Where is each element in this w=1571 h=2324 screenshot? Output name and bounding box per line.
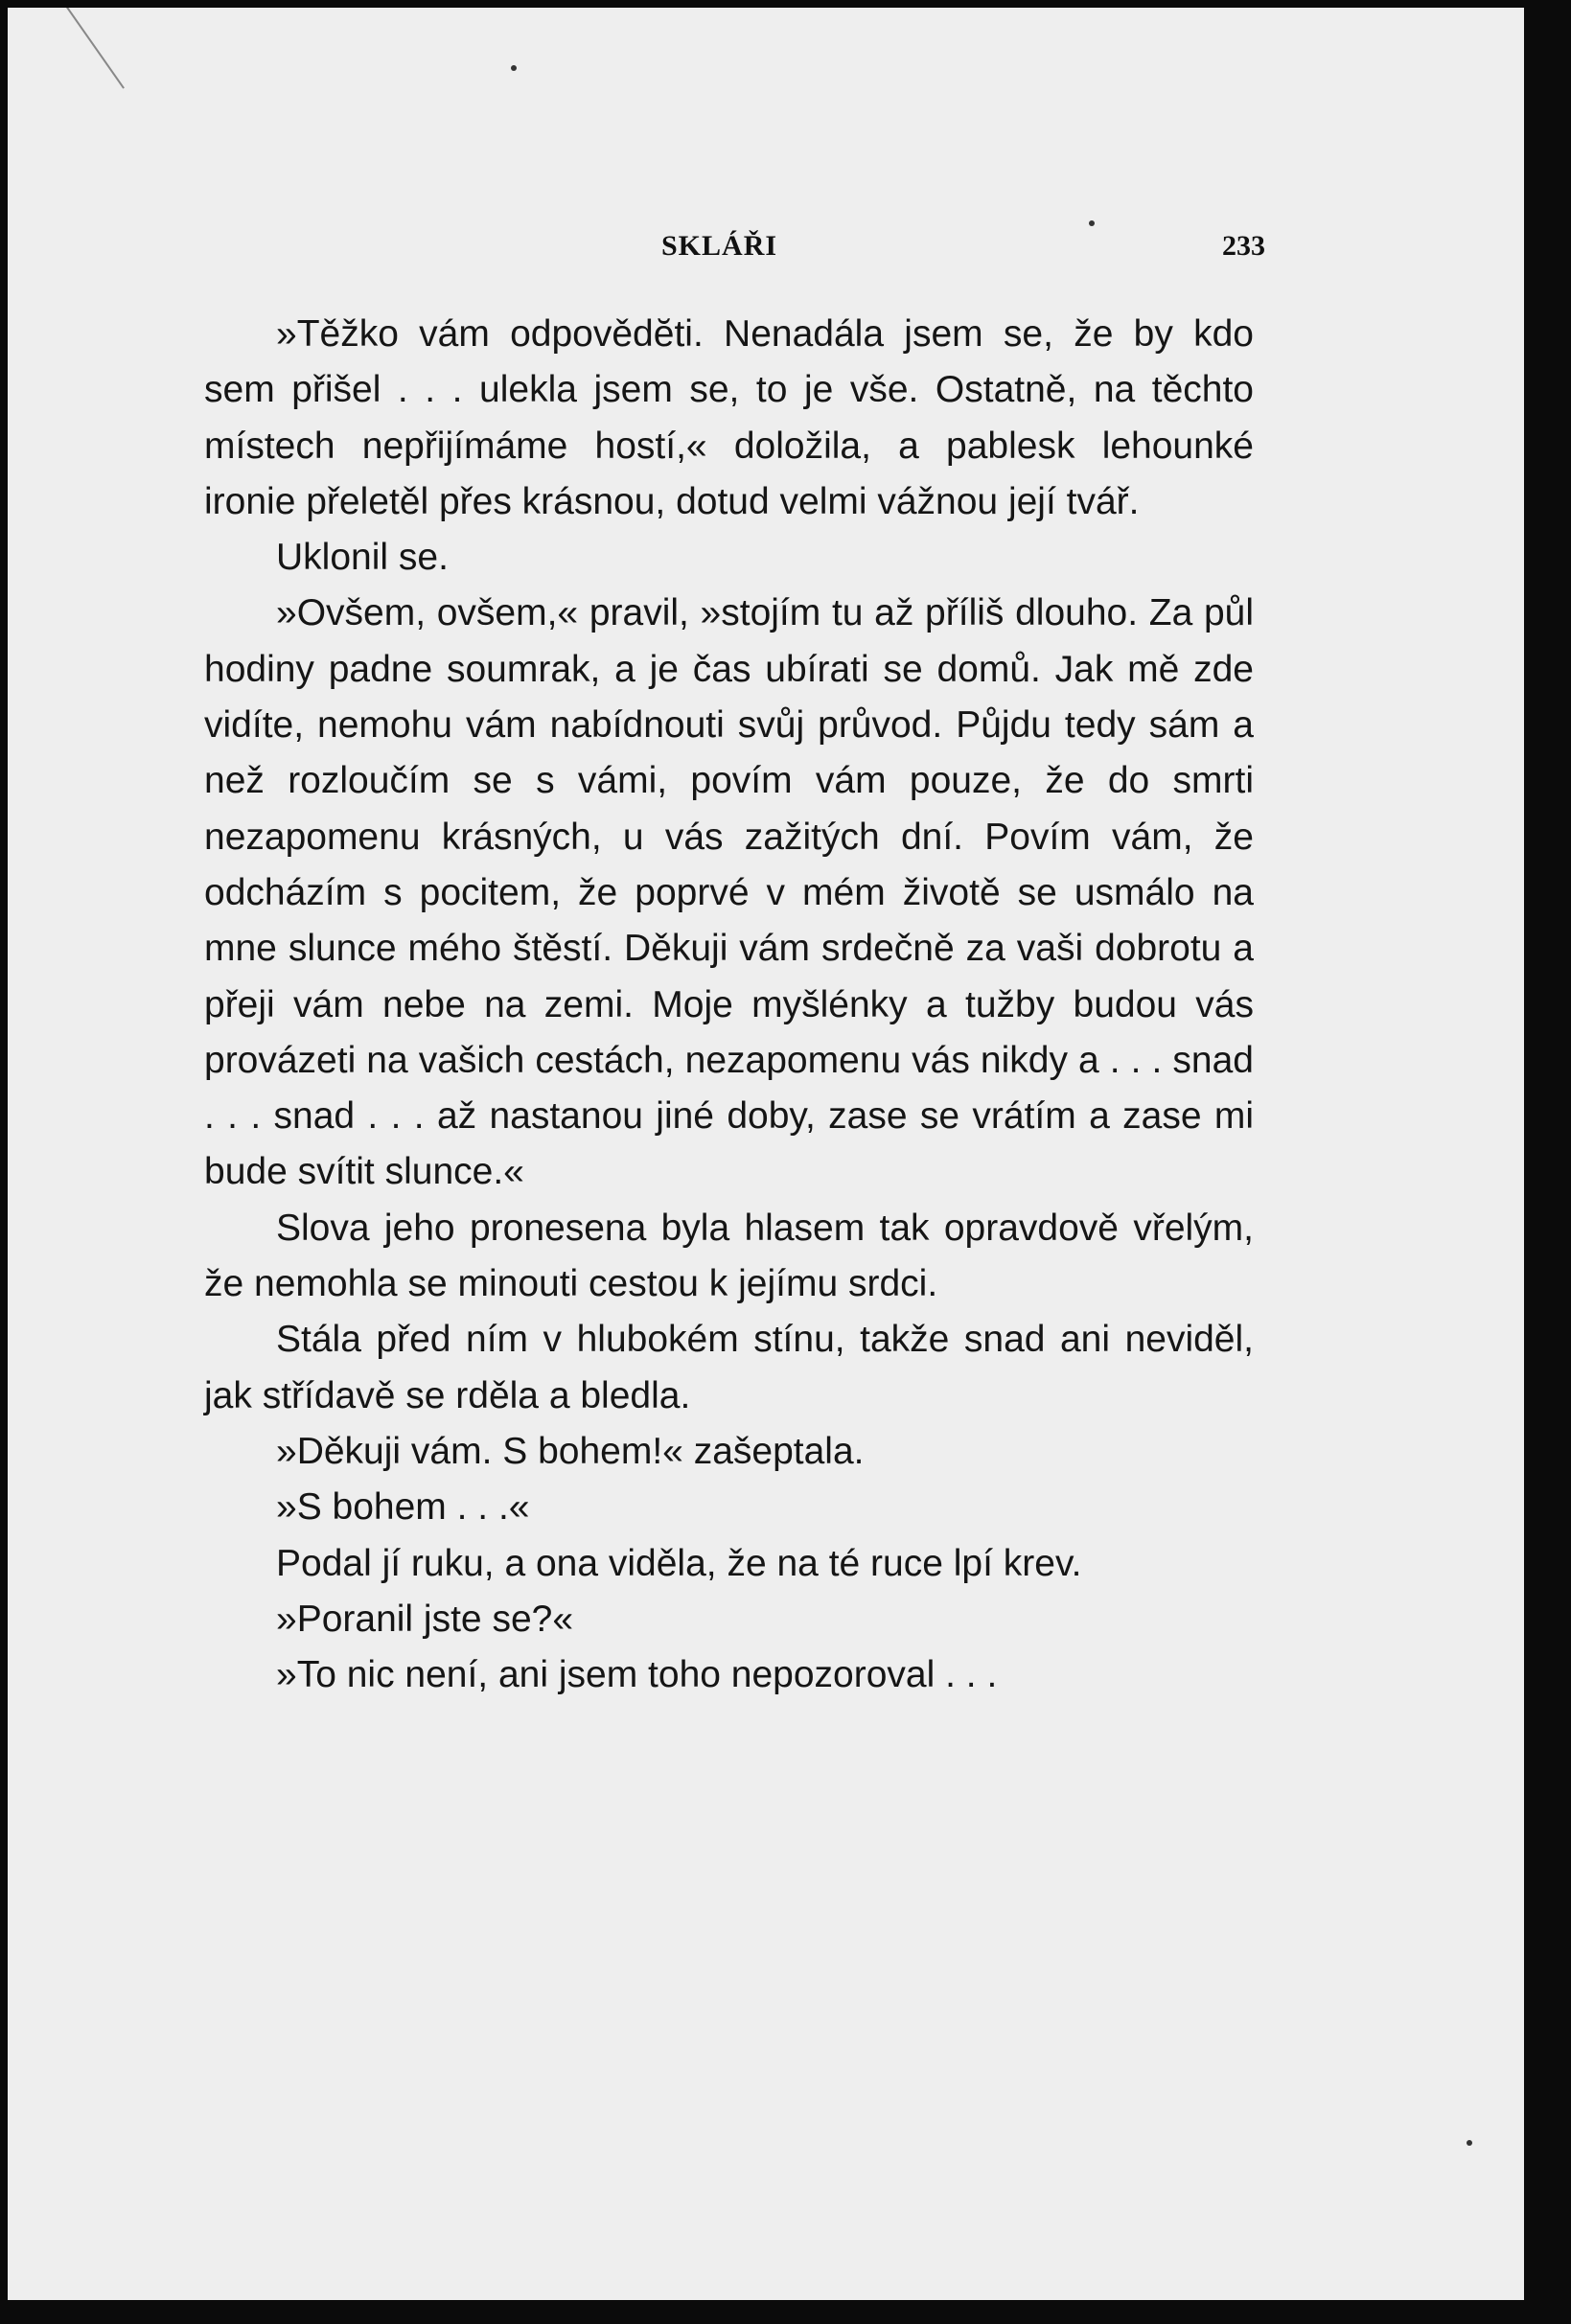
- speck-mark: [1089, 220, 1095, 226]
- paragraph: »To nic není, ani jsem toho nepozoroval . . .: [276, 1654, 998, 1696]
- paragraph: Uklonil se.: [276, 537, 449, 579]
- paragraph: »S bohem . . .«: [276, 1486, 530, 1529]
- page-number: 233: [1222, 230, 1265, 262]
- paragraph: »Poranil jste se?«: [276, 1598, 574, 1640]
- paragraph: »Děkuji vám. S bohem!« zašeptala.: [276, 1430, 865, 1472]
- running-title: SKLÁŘI: [661, 230, 778, 262]
- speck-mark: [1467, 2140, 1472, 2146]
- page-header: [201, 230, 1265, 268]
- paragraph: »Těžko vám odpovědĕti. Nenadála jsem se, že by kdo sem přišel . . . ulekla jsem se, to je vše. Ostatně, na těchto místech nepřijímáme hostí,« doložila, a pablesk lehounké ironie přeletěl přes krásnou, dotud velmi vážnou její tvář.: [204, 313, 1254, 522]
- page-crease: [46, 8, 125, 89]
- paragraph: Stála před ním v hlubokém stínu, takže snad ani neviděl, jak střídavě se rděla a bledla.: [204, 1319, 1254, 1416]
- paragraph: Podal jí ruku, a ona viděla, že na té ruce lpí krev.: [276, 1542, 1082, 1584]
- paragraph: Slova jeho pronesena byla hlasem tak opravdově vřelým, že nemohla se minouti cestou k jejímu srdci.: [204, 1207, 1254, 1305]
- speck-mark: [511, 65, 517, 71]
- book-page: [8, 8, 1524, 2300]
- paragraph: »Ovšem, ovšem,« pravil, »stojím tu až příliš dlouho. Za půl hodiny padne soumrak, a je čas ubírati se domů. Jak mě zde vidíte, nemohu vám nabídnouti svůj průvod. Půjdu tedy sám a než rozloučím se s vámi, povím vám pouze, že do smrti nezapomenu krásných, u vás zažitých dní. Povím vám, že odcházím s pocitem, že poprvé v mém životě se usmálo na mne slunce mého štěstí. Děkuji vám srdečně za vaši dobrotu a přeji vám nebe na zemi. Moje myšlénky a tužby budou vás provázeti na vašich cestách, nezapomenu vás nikdy a . . . snad . . . snad . . . až nastanou jiné doby, zase se vrátím a zase mi bude svítit slunce.«: [204, 592, 1254, 1193]
- body-text: [204, 307, 1254, 1703]
